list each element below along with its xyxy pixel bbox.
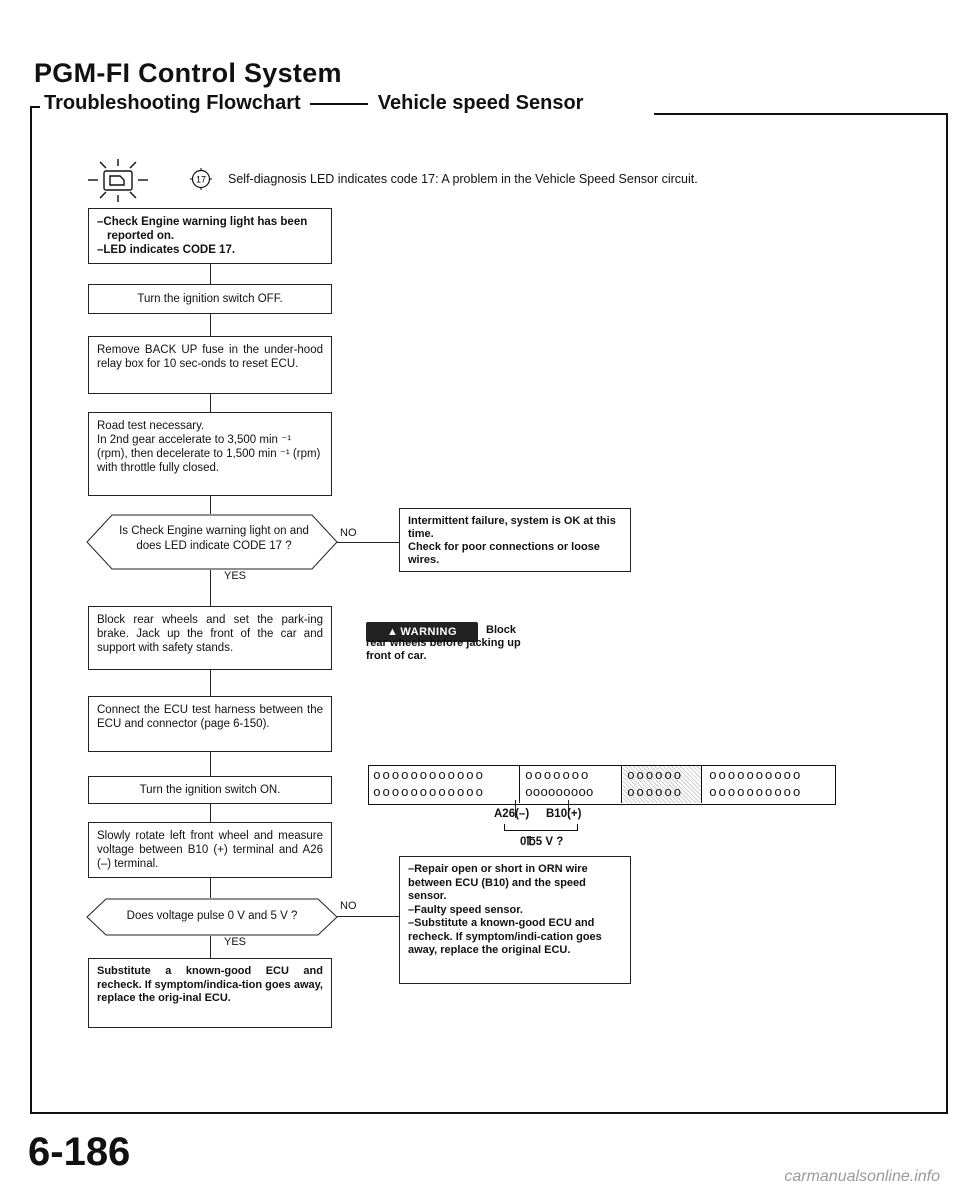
connector-line <box>210 394 211 412</box>
connector-line <box>210 936 211 958</box>
decision-1-no: NO <box>340 527 357 539</box>
start-line-2: –LED indicates CODE 17. <box>97 244 236 256</box>
group-4-row-2: oooooooooo <box>709 785 803 800</box>
page-title: PGM-FI Control System <box>34 58 342 88</box>
subtitle-left: Troubleshooting Flowchart <box>44 92 301 114</box>
frame-left <box>30 106 32 1114</box>
warning-triangle-icon: ▲ <box>386 626 399 638</box>
decision-1-yes: YES <box>224 570 247 582</box>
group-3-row-1: oooooo <box>627 768 683 783</box>
frame-right <box>946 114 948 1114</box>
start-box <box>88 208 332 264</box>
connector-line <box>337 542 399 543</box>
substitute-box: Substitute a known-good ECU and recheck. If symptom/indica-tion goes away, replace the orig-inal ECU. <box>88 958 332 1028</box>
decision-2-no: NO <box>340 900 357 912</box>
ecu-connector <box>368 765 836 805</box>
check-engine-icon <box>86 158 150 204</box>
group-3-row-2: oooooo <box>627 785 683 800</box>
group-2-row-2: ooooooooo <box>525 785 594 800</box>
pin-a26-label: A26(–) <box>494 808 530 820</box>
step-ignition-on: Turn the ignition switch ON. <box>88 776 332 804</box>
code-17-icon <box>190 168 212 190</box>
voltage-label: 0℔5 V ? <box>520 836 564 848</box>
group-1-row-1: oooooooooooo <box>373 768 485 783</box>
voltmeter-bracket <box>504 824 578 831</box>
intermittent-box: Intermittent failure, system is OK at this time. Check for poor connections or loose wires. <box>399 508 631 572</box>
subtitle-right: Vehicle speed Sensor <box>377 92 584 114</box>
repair-box: –Repair open or short in ORN wire between ECU (B10) and the speed sensor. –Faulty speed sensor. –Substitute a known-good ECU and recheck. If symptom/indi-cation goes away, replace the original ECU. <box>399 856 631 984</box>
subtitle-dash <box>310 103 368 105</box>
pin-b10-label: B10(+) <box>546 808 582 820</box>
group-2-row-1: ooooooo <box>525 768 591 783</box>
group-4-row-1: oooooooooo <box>709 768 803 783</box>
start-line-1: –Check Engine warning light has been reported on. <box>97 216 308 242</box>
subtitle-rule <box>654 113 948 115</box>
decision-1-text: Is Check Engine warning light on and does LED indicate CODE 17 ? <box>119 525 309 552</box>
subtitle <box>44 92 589 115</box>
connector-line <box>337 916 399 917</box>
connector-line <box>210 752 211 776</box>
group-1-row-2: oooooooooooo <box>373 785 485 800</box>
connector-group-3 <box>623 766 702 803</box>
connector-group-4 <box>703 766 835 803</box>
step-connect-harness: Connect the ECU test harness between the ECU and connector (page 6-150). <box>88 696 332 752</box>
warning-text: Block rear wheels before jacking up front of car. <box>366 624 521 662</box>
connector-line <box>210 496 211 514</box>
code-17-badge-text: 17 <box>195 174 207 185</box>
connector-line <box>210 314 211 336</box>
step-road-test: Road test necessary. In 2nd gear accelerate to 3,500 min ⁻¹ (rpm), then decelerate to 1,500 min ⁻¹ (rpm) with throttle fully closed. <box>88 412 332 496</box>
decision-2-yes: YES <box>224 936 247 948</box>
connector-line <box>210 670 211 696</box>
step-measure-voltage: Slowly rotate left front wheel and measure voltage between B10 (+) terminal and A26 (–) terminal. <box>88 822 332 878</box>
connector-line <box>210 264 211 284</box>
step-block-wheels: Block rear wheels and set the park-ing brake. Jack up the front of the car and support with safety stands. <box>88 606 332 670</box>
watermark: carmanualsonline.info <box>784 1168 940 1185</box>
connector-line <box>210 804 211 822</box>
step-remove-fuse: Remove BACK UP fuse in the under-hood relay box for 10 sec-onds to reset ECU. <box>88 336 332 394</box>
warning-label: WARNING <box>400 626 458 638</box>
connector-group-1 <box>369 766 520 803</box>
connector-group-2 <box>521 766 622 803</box>
frame-bottom <box>30 1112 948 1114</box>
intro-text: Self-diagnosis LED indicates code 17: A problem in the Vehicle Speed Sensor circuit. <box>228 172 698 186</box>
connector-line <box>210 878 211 898</box>
step-ignition-off: Turn the ignition switch OFF. <box>88 284 332 314</box>
decision-2-text: Does voltage pulse 0 V and 5 V ? <box>126 910 298 922</box>
page-number: 6-186 <box>28 1130 131 1174</box>
